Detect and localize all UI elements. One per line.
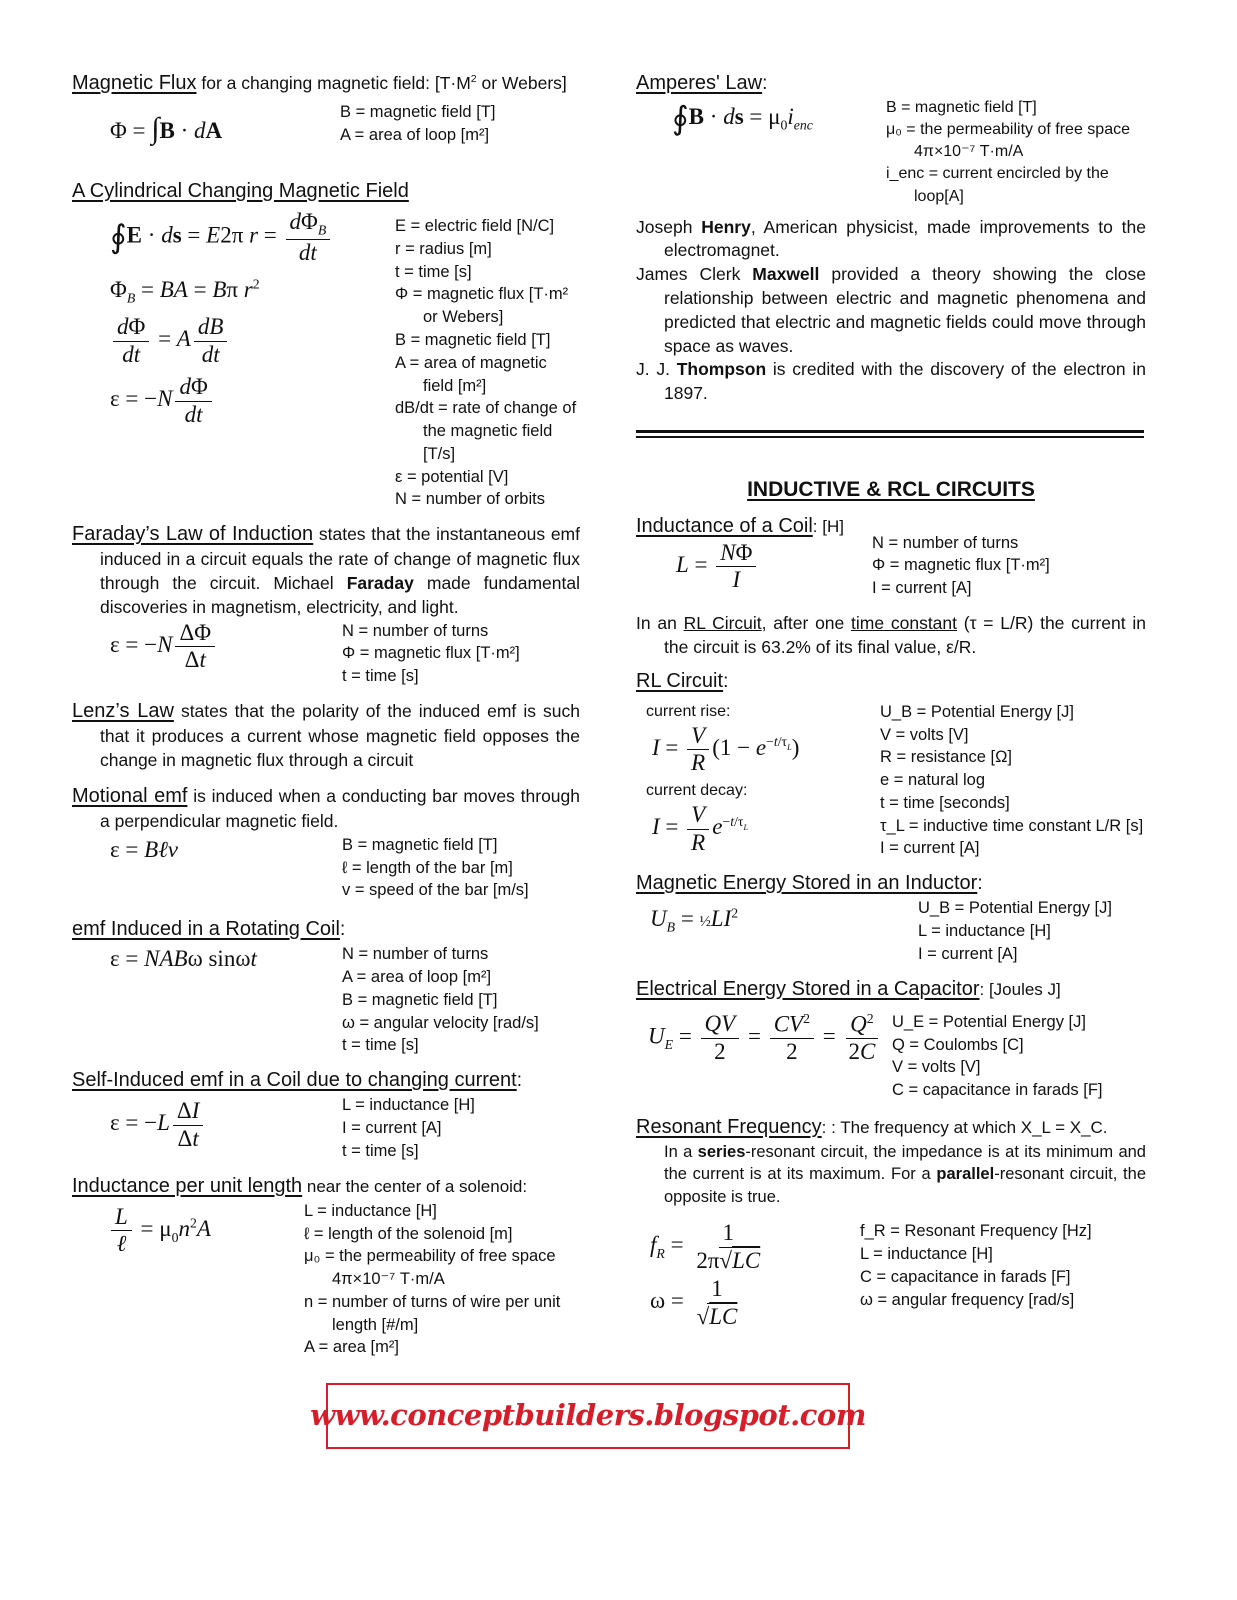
- motional-emf-section: Motional emf is induced when a conducting bar moves through a perpendicular magnetic field. ε = Bℓv B = magnetic field [T] ℓ = length of the bar [m] v = speed of the bar [m/s]: [72, 783, 580, 902]
- section-divider-top: [636, 430, 1144, 433]
- rl-circuit-vars: U_B = Potential Energy [J] V = volts [V] R = resistance [Ω] e = natural log t = time [seconds] τ_L = inductive time constant L/R [s] I = current [A]: [880, 702, 1144, 858]
- resonant-equations: $f_R$ = $\frac{1}{2\pi√LC}$ ω = $\frac{1}{√LC}$: [650, 1220, 761, 1329]
- inductor-energy-vars: U_B = Potential Energy [J] L = inductance [H] I = current [A]: [918, 899, 1112, 963]
- motional-emf-heading: Motional emf: [72, 784, 188, 807]
- lenz-section: Lenz’s Law states that the polarity of the induced emf is such that it produces a current whose magnetic field opposes the change in magnetic flux through a circuit: [72, 700, 580, 770]
- ampere-vars: B = magnetic field [T] μ₀ = the permeability of free space 4π×10⁻⁷ T·m/A i_enc = current encircled by the loop[A]: [886, 99, 1130, 205]
- magnetic-flux-heading: Magnetic Flux: [72, 72, 197, 94]
- solenoid-heading: Inductance per unit length: [72, 1174, 303, 1197]
- coil-inductance-section: Inductance of a Coil: [H] L = $\frac{N\Phi}{I}$ N = number of turns Φ = magnetic flux [T·m²] I = current [A]: [636, 513, 1146, 600]
- faraday-heading: Faraday’s Law of Induction: [72, 523, 314, 546]
- rl-circuit-equations: current rise: I = $\frac{V}{R}$ $(1 - e^{-t/\tau_L})$ current decay: I = $\frac{V}{R}$ $e^{-t/\tau_L}$: [646, 702, 800, 855]
- inductor-energy-equation: $U_B$ = $\frac{1}{2}LI^2$: [650, 905, 739, 935]
- capacitor-energy-equation: $U_E$ = $\frac{QV}{2}$ = $\frac{CV^2}{2}$ = $\frac{Q^2}{2C}$: [636, 1011, 892, 1066]
- motional-emf-vars: B = magnetic field [T] ℓ = length of the bar [m] v = speed of the bar [m/s]: [342, 835, 529, 900]
- resonant-section: Resonant Frequency: : The frequency at which X_L = X_C. In a series-resonant circuit, the impedance is at its minimum and the current is at its maximum. For a parallel-resonant circuit, the opposite is true. $f_R$ = $\frac{1}{2\pi√LC}$ ω = $\frac{1}{√LC}$ f_R = Resonant Frequency [Hz] L = inductance [H] C = capacitance in farads [F] ω = angular frequency [rad/s]: [636, 1115, 1146, 1329]
- resonant-heading: Resonant Frequency: [636, 1115, 822, 1138]
- coil-inductance-equation: L = $\frac{N\Phi}{I}$: [636, 540, 872, 594]
- self-induced-section: Self-Induced emf in a Coil due to changing current: ε = −L $\frac{\Delta I}{\Delta t}$ L = inductance [H] I = current [A] t = time [s]: [72, 1067, 580, 1162]
- cylindrical-field-equations: ∮E · ds = E2π r = $\frac{d\Phi_B}{dt}$ $\Phi_B$ = BA = Bπ $r^2$ $\frac{d\Phi}{dt}$ = A $\frac{dB}{dt}$ ε = −N $\frac{d\Phi}{dt}$: [72, 209, 395, 428]
- solenoid-vars: L = inductance [H] ℓ = length of the solenoid [m] μ₀ = the permeability of free space 4π×10⁻⁷ T·m/A n = number of turns of wire per unit length [#/m] A = area [m²]: [304, 1201, 561, 1357]
- rotating-coil-heading: emf Induced in a Rotating Coil: [72, 918, 340, 941]
- faraday-equation: ε = −N $\frac{\Delta\Phi}{\Delta t}$: [72, 620, 342, 674]
- history-maxwell: James Clerk Maxwell provided a theory showing the close relationship between electric and magnetic phenomena and predicted that electric and magnetic fields could move through space as waves.: [636, 264, 1146, 356]
- ampere-equation: ∮B · ds = $\mu_0i_{enc}$: [672, 100, 813, 137]
- self-induced-equation: ε = −L $\frac{\Delta I}{\Delta t}$: [72, 1094, 342, 1152]
- capacitor-energy-heading: Electrical Energy Stored in a Capacitor: [636, 977, 980, 1000]
- capacitor-energy-section: Electrical Energy Stored in a Capacitor: [Joules J] $U_E$ = $\frac{QV}{2}$ = $\frac{CV^2}{2}$ = $\frac{Q^2}{2C}$ U_E = Potential Energy [J] Q = Coulombs [C] V = volts [V] C = capacitance in farads [F]: [636, 976, 1146, 1102]
- section-title: INDUCTIVE & RCL CIRCUITS: [747, 477, 1035, 501]
- capacitor-energy-vars: U_E = Potential Energy [J] Q = Coulombs [C] V = volts [V] C = capacitance in farads [F]: [892, 1012, 1103, 1100]
- history-henry: Joseph Henry, American physicist, made improvements to the electromagnet.: [636, 216, 1146, 261]
- resonant-text: In a series-resonant circuit, the impedance is at its minimum and the current is at its maximum. For a parallel-resonant circuit, the opposite is true.: [664, 1143, 1146, 1206]
- right-column: [636, 70, 1146, 1330]
- cylindrical-field-section: [72, 178, 580, 511]
- footer-url[interactable]: www.conceptbuilders.blogspot.com: [310, 1398, 866, 1433]
- self-induced-vars: L = inductance [H] I = current [A] t = time [s]: [342, 1096, 475, 1160]
- faraday-vars: N = number of turns Φ = magnetic flux [T·m²] t = time [s]: [342, 621, 520, 686]
- section-divider-bottom: [636, 436, 1144, 438]
- inductor-energy-heading: Magnetic Energy Stored in an Inductor: [636, 872, 978, 895]
- ampere-section: Amperes' Law: ∮B · ds = $\mu_0i_{enc}$ B = magnetic field [T] μ₀ = the permeability of free space 4π×10⁻⁷ T·m/A i_enc = current encircled by the loop[A]: [636, 70, 1146, 208]
- history-section: [636, 216, 1146, 406]
- lenz-heading: Lenz’s Law: [72, 700, 174, 722]
- rotating-coil-equation: ε = NABω sinωt: [110, 946, 257, 972]
- self-induced-heading: Self-Induced emf in a Coil due to changing current: [72, 1069, 517, 1092]
- solenoid-equation: $\frac{L}{\text{ℓ}}$ = $\mu_0n^2A$: [72, 1200, 304, 1258]
- magnetic-flux-equation: Φ = ∫B · dA: [110, 112, 223, 146]
- cylindrical-field-vars: E = electric field [N/C] r = radius [m] t = time [s] Φ = magnetic flux [T·m² or Webers] B = magnetic field [T] A = area of magnetic field [m²] dB/dt = rate of change of the magnetic field [T/s] ε = potential [V] N = number of orbits: [395, 217, 577, 509]
- resonant-vars: f_R = Resonant Frequency [Hz] L = inductance [H] C = capacitance in farads [F] ω = angular frequency [rad/s]: [860, 1222, 1092, 1309]
- left-column: [72, 70, 580, 1359]
- cylindrical-field-heading: A Cylindrical Changing Magnetic Field: [72, 179, 409, 202]
- rl-circuit-section: RL Circuit: current rise: I = $\frac{V}{R}$ $(1 - e^{-t/\tau_L})$ current decay: I = $\frac{V}{R}$ $e^{-t/\tau_L}$ U_B = Potential Energy [J] V = volts [V] R = resistance [Ω] e = natural log t = time [seconds] τ_L = inductive time constant L/R [s] I = current [A]: [636, 668, 1146, 861]
- footer-url-box[interactable]: [310, 1383, 866, 1449]
- rl-time-constant-text: In an RL Circuit, after one time constant (τ = L/R) the current in the circuit is 63.2% of its final value, ε/R.: [636, 612, 1147, 657]
- solenoid-section: Inductance per unit length near the center of a solenoid: $\frac{L}{\text{ℓ}}$ = $\mu_0n^2A$ L = inductance [H] ℓ = length of the solenoid [m] μ₀ = the permeability of free space 4π×10⁻⁷ T·m/A n = number of turns of wire per unit length [#/m] A = area [m²]: [72, 1173, 580, 1360]
- history-thompson: J. J. Thompson is credited with the discovery of the electron in 1897.: [636, 359, 1146, 404]
- rl-circuit-heading: RL Circuit: [636, 669, 724, 692]
- motional-emf-equation: ε = Bℓv: [110, 836, 178, 862]
- inductor-energy-section: Magnetic Energy Stored in an Inductor: $U_B$ = $\frac{1}{2}LI^2$ U_B = Potential Energy [J] L = inductance [H] I = current [A]: [636, 870, 1146, 965]
- magnetic-flux-section: Magnetic Flux for a changing magnetic field: [$T\cdot M^2$ or Webers] Φ = ∫B · dA B = magnetic field [T] A = area of loop [m²]: [72, 70, 580, 150]
- rotating-coil-vars: N = number of turns A = area of loop [m²] B = magnetic field [T] ω = angular velocity [rad/s] t = time [s]: [342, 945, 539, 1055]
- coil-inductance-vars: N = number of turns Φ = magnetic flux [T·m²] I = current [A]: [872, 533, 1050, 598]
- ampere-heading: Amperes' Law: [636, 72, 763, 94]
- magnetic-flux-vars: B = magnetic field [T] A = area of loop [m²]: [340, 103, 496, 144]
- rotating-coil-section: emf Induced in a Rotating Coil: ε = NABω sinωt N = number of turns A = area of loop [m²] B = magnetic field [T] ω = angular velocity [rad/s] t = time [s]: [72, 916, 580, 1057]
- coil-inductance-heading: Inductance of a Coil: [636, 514, 813, 537]
- faraday-section: Faraday’s Law of Induction states that the instantaneous emf induced in a circuit equals the rate of change of magnetic flux through the circuit. Michael Faraday made fundamental discoveries in magnetism, electricity, and light. ε = −N $\frac{\Delta\Phi}{\Delta t}$ N = number of turns Φ = magnetic flux [T·m²] t = time [s]: [72, 521, 580, 688]
